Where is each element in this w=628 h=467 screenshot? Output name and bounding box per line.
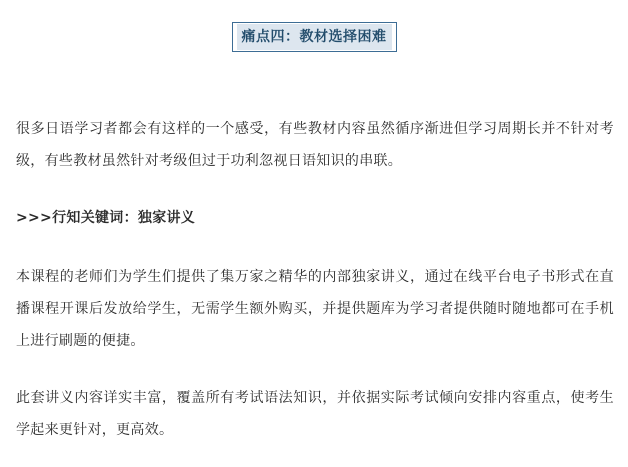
course-description-paragraph: 本课程的老师们为学生们提供了集万家之精华的内部独家讲义，通过在线平台电子书形式在直播课程开课后发放给学生，无需学生额外购买，并提供题库为学习者提供随时随地都可在手机上进行刷题的便捷。 — [16, 269, 614, 349]
section-heading: 痛点四：教材选择困难 — [237, 24, 392, 50]
handout-summary-paragraph: 此套讲义内容详实丰富，覆盖所有考试语法知识，并依据实际考试倾向安排内容重点，使考生学起来更针对，更高效。 — [16, 390, 614, 438]
intro-paragraph: 很多日语学习者都会有这样的一个感受，有些教材内容虽然循序渐进但学习周期长并不针对考级，有些教材虽然针对考级但过于功利忽视日语知识的串联。 — [16, 121, 614, 169]
keyword-line: >>>行知关键词：独家讲义 — [16, 210, 196, 226]
section-heading-container — [0, 22, 628, 52]
section-heading-frame — [232, 22, 397, 52]
